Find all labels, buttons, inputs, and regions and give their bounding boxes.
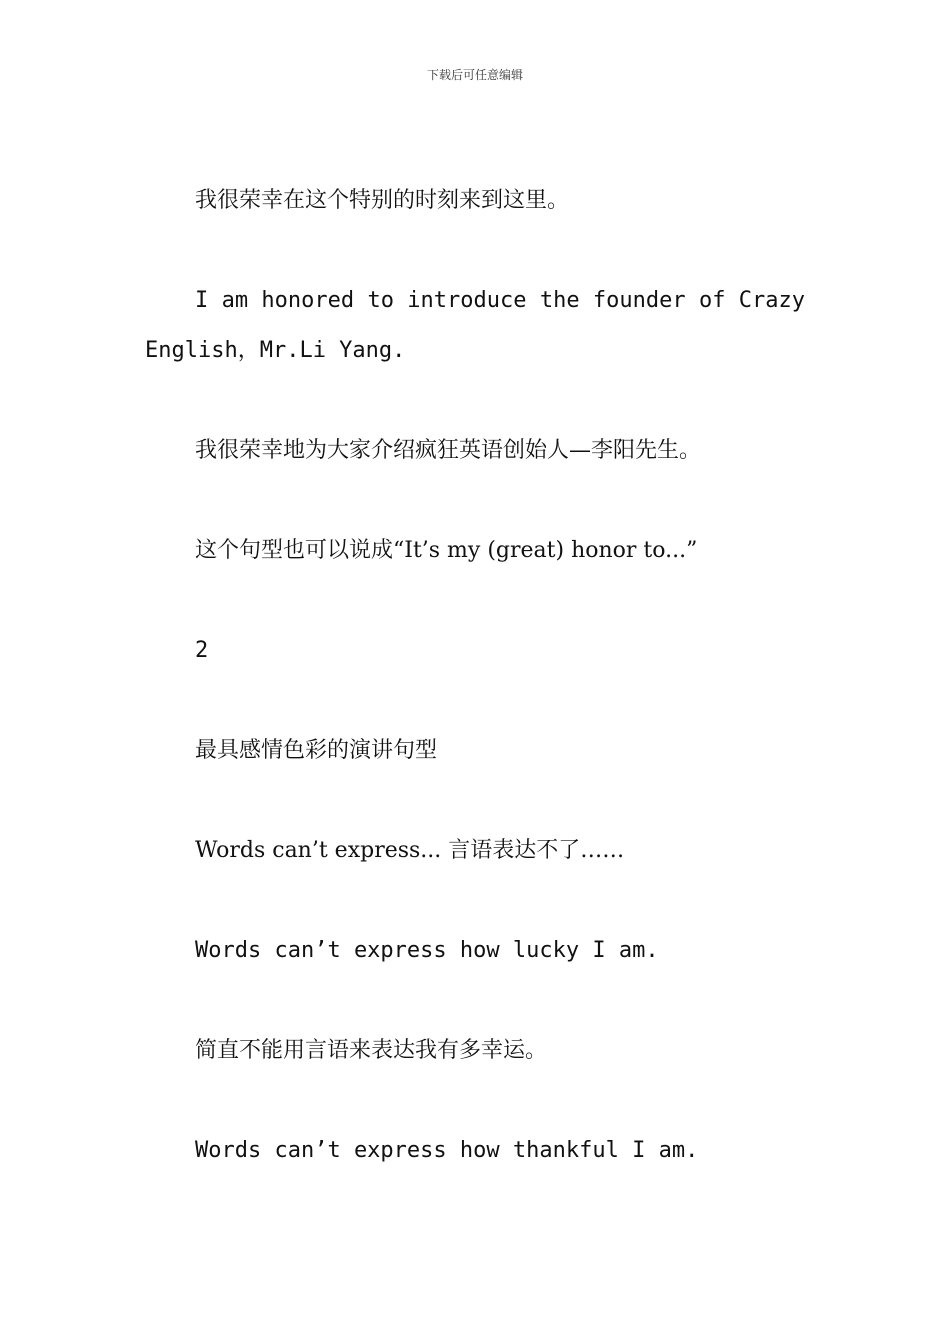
paragraph-8: Words can’t express how lucky I am. <box>195 938 659 963</box>
page-header: 下载后可任意编辑 <box>426 68 523 82</box>
paragraph-1: 我很荣幸在这个特别的时刻来到这里。 <box>195 188 570 213</box>
paragraph-10: Words can’t express how thankful I am. <box>195 1138 699 1163</box>
paragraph-4: 这个句型也可以说成“It’s my (great) honor to...” <box>195 538 698 563</box>
paragraph-3: 我很荣幸地为大家介绍疯狂英语创始人—李阳先生。 <box>195 438 702 463</box>
section-title: 最具感情色彩的演讲句型 <box>195 738 438 763</box>
paragraph-9: 简直不能用言语来表达我有多幸运。 <box>195 1038 548 1063</box>
paragraph-2: I am honored to introduce the founder of Crazy English，Mr.Li Yang. <box>145 288 805 363</box>
paragraph-7: Words can’t express... 言语表达不了…… <box>195 838 625 863</box>
document-body <box>145 176 805 1226</box>
section-number: 2 <box>195 638 209 663</box>
